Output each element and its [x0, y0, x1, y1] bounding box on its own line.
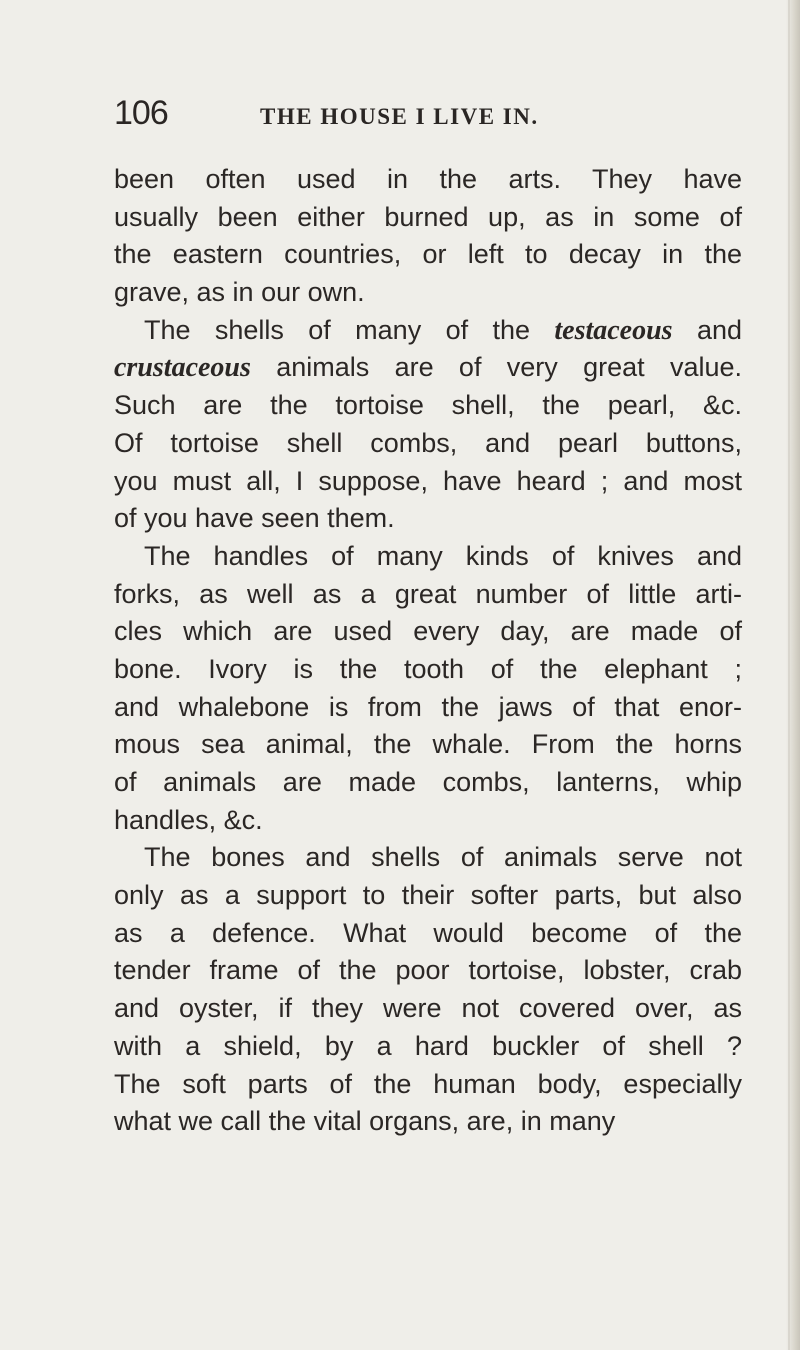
paragraph	[114, 839, 742, 1141]
text-line: the eastern countries, or left to decay in the	[114, 239, 742, 270]
text-line: Such are the tortoise shell, the pearl, &c.	[114, 390, 742, 421]
paragraph	[114, 161, 742, 312]
text-line: cles which are used every day, are made of	[114, 616, 742, 647]
text-line: what we call the vital organs, are, in many	[114, 1106, 616, 1137]
text-line: mous sea animal, the whale. From the horns	[114, 729, 742, 760]
page-edge-shadow	[786, 0, 800, 1350]
text-line	[114, 349, 742, 387]
text-line: grave, as in our own.	[114, 277, 365, 308]
text-line: handles, &c.	[114, 804, 263, 835]
page-number: 106	[114, 94, 168, 132]
text-run: The shells of many of the	[144, 314, 555, 345]
text-line: forks, as well as a great number of little arti-	[114, 578, 742, 609]
text-run: animals are of very great value.	[250, 352, 742, 383]
italic-term: crustaceous	[114, 352, 251, 384]
text-line: you must all, I suppose, have heard ; and most	[114, 465, 742, 496]
text-line: only as a support to their softer parts, but also	[114, 880, 742, 911]
text-line: been often used in the arts. They have	[114, 164, 742, 194]
text-line: and whalebone is from the jaws of that enor-	[114, 691, 742, 722]
text-line: and oyster, if they were not covered over, as	[114, 993, 742, 1024]
text-line: The soft parts of the human body, especially	[114, 1068, 742, 1099]
text-run: and	[672, 314, 742, 345]
page-header	[114, 94, 744, 134]
text-line: tender frame of the poor tortoise, lobster, crab	[114, 955, 742, 986]
text-line: The bones and shells of animals serve not	[144, 842, 742, 873]
text-line	[114, 312, 742, 350]
text-line: of you have seen them.	[114, 503, 395, 534]
running-title: THE HOUSE I LIVE IN.	[260, 104, 539, 129]
text-line: of animals are made combs, lanterns, whip	[114, 767, 742, 797]
text-line: Of tortoise shell combs, and pearl buttons,	[114, 427, 742, 458]
italic-term: testaceous	[554, 314, 673, 346]
paragraph	[114, 538, 742, 840]
paragraph	[114, 312, 742, 538]
text-line: as a defence. What would become of the	[114, 917, 742, 948]
text-line: with a shield, by a hard buckler of shell ?	[114, 1030, 742, 1061]
text-line: The handles of many kinds of knives and	[144, 540, 742, 571]
text-line: bone. Ivory is the tooth of the elephant ;	[114, 653, 742, 684]
body-text	[114, 161, 742, 1141]
text-line: usually been either burned up, as in some of	[114, 201, 742, 232]
